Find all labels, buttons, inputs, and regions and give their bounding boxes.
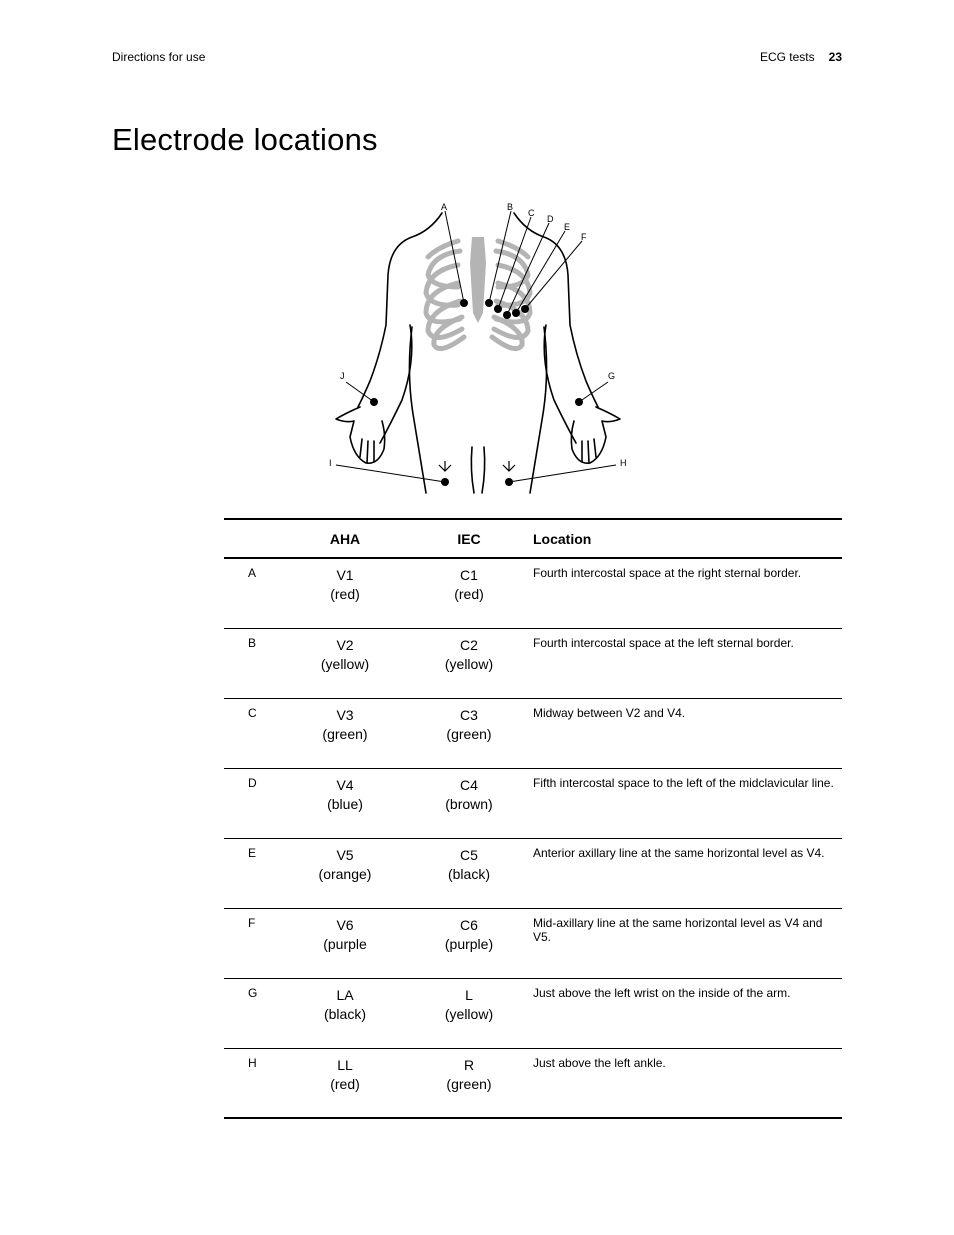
iec-code: C4 xyxy=(460,776,478,793)
aha-color: (yellow) xyxy=(320,655,370,672)
electrode-table xyxy=(224,518,842,1119)
table-row xyxy=(224,768,842,838)
aha-cell xyxy=(282,558,408,628)
body-illustration xyxy=(320,195,640,500)
table-row xyxy=(224,838,842,908)
iec-code: R xyxy=(463,1056,475,1073)
iec-cell xyxy=(408,768,530,838)
page-title: Electrode locations xyxy=(112,122,378,157)
iec-cell xyxy=(408,838,530,908)
aha-code: V6 xyxy=(336,916,354,933)
aha-code: V1 xyxy=(336,567,354,583)
aha-color: (red) xyxy=(330,586,360,602)
aha-cell xyxy=(282,978,408,1048)
location-description: Fourth intercostal space at the left sternal border. xyxy=(530,628,842,698)
iec-cell xyxy=(408,558,530,628)
electrode-dot-i xyxy=(441,478,449,486)
arrow-down-icon xyxy=(503,461,515,471)
iec-color: (green) xyxy=(446,725,492,742)
diagram-label-e: E xyxy=(564,222,571,232)
iec-color: (green) xyxy=(446,1075,492,1092)
electrode-dot-c xyxy=(494,305,502,313)
electrode-dot-e xyxy=(512,309,520,317)
iec-color: (yellow) xyxy=(444,655,494,672)
table-row xyxy=(224,698,842,768)
aha-cell xyxy=(282,1048,408,1118)
page-number: 23 xyxy=(828,50,842,64)
table-header-row xyxy=(224,519,842,558)
electrode-dot-b xyxy=(485,299,493,307)
electrode-dot-g xyxy=(575,398,583,406)
iec-code: C1 xyxy=(460,567,478,583)
aha-cell xyxy=(282,768,408,838)
iec-color: (yellow) xyxy=(444,1005,494,1022)
location-description: Midway between V2 and V4. xyxy=(530,698,842,768)
iec-cell xyxy=(408,908,530,978)
table-row xyxy=(224,1048,842,1118)
electrode-dot-d xyxy=(503,311,511,319)
iec-color: (red) xyxy=(454,586,484,602)
iec-cell xyxy=(408,628,530,698)
diagram-label-j: J xyxy=(340,371,345,381)
iec-cell xyxy=(408,698,530,768)
aha-color: (red) xyxy=(330,1075,360,1092)
iec-color: (black) xyxy=(447,865,490,882)
iec-cell xyxy=(408,978,530,1048)
table-row xyxy=(224,628,842,698)
aha-code: LA xyxy=(336,986,354,1003)
table-row xyxy=(224,978,842,1048)
iec-code: C5 xyxy=(460,846,478,863)
section-name: ECG tests xyxy=(759,50,815,64)
diagram-label-f: F xyxy=(581,232,587,242)
aha-code: LL xyxy=(337,1056,353,1073)
diagram-label-d: D xyxy=(547,214,554,224)
iec-color: (purple) xyxy=(444,935,494,952)
row-id: G xyxy=(224,978,282,1048)
aha-cell xyxy=(282,698,408,768)
iec-cell xyxy=(408,1048,530,1118)
row-id: B xyxy=(224,628,282,698)
column-header-iec: IEC xyxy=(408,519,530,558)
location-description: Fourth intercostal space at the right sternal border. xyxy=(530,558,842,628)
electrode-diagram xyxy=(320,195,640,500)
location-description: Mid-axillary line at the same horizontal level as V4 and V5. xyxy=(530,908,842,978)
running-header-right xyxy=(760,50,842,64)
running-header-left: Directions for use xyxy=(112,50,206,64)
table-row xyxy=(224,558,842,628)
aha-color: (green) xyxy=(322,725,368,742)
aha-color: (blue) xyxy=(327,795,363,812)
iec-code: C2 xyxy=(460,636,478,653)
electrode-dot-f xyxy=(521,305,529,313)
electrode-dot-j xyxy=(370,398,378,406)
iec-code: C6 xyxy=(460,916,478,933)
diagram-label-h: H xyxy=(620,458,627,468)
row-id: E xyxy=(224,838,282,908)
location-description: Just above the left ankle. xyxy=(530,1048,842,1118)
location-description: Fifth intercostal space to the left of the midclavicular line. xyxy=(530,768,842,838)
diagram-label-i: I xyxy=(329,458,332,468)
aha-code: V2 xyxy=(336,636,354,653)
aha-code: V5 xyxy=(336,846,354,863)
aha-cell xyxy=(282,628,408,698)
electrode-dot-a xyxy=(460,299,468,307)
arrow-down-icon xyxy=(439,461,451,471)
iec-color: (brown) xyxy=(445,795,493,812)
column-header-id xyxy=(224,519,282,558)
iec-code: C3 xyxy=(460,706,478,723)
location-description: Just above the left wrist on the inside of the arm. xyxy=(530,978,842,1048)
iec-code: L xyxy=(465,986,473,1003)
diagram-label-a: A xyxy=(441,202,448,212)
table-row xyxy=(224,908,842,978)
aha-color: (purple xyxy=(323,935,367,952)
aha-cell xyxy=(282,908,408,978)
aha-code: V4 xyxy=(336,776,354,793)
row-id: C xyxy=(224,698,282,768)
diagram-label-b: B xyxy=(507,202,514,212)
aha-color: (orange) xyxy=(318,865,372,882)
aha-code: V3 xyxy=(336,706,354,723)
location-description: Anterior axillary line at the same horizontal level as V4. xyxy=(530,838,842,908)
aha-cell xyxy=(282,838,408,908)
row-id: A xyxy=(224,558,282,628)
diagram-label-g: G xyxy=(608,371,616,381)
row-id: D xyxy=(224,768,282,838)
diagram-label-c: C xyxy=(528,208,535,218)
sternum-illustration xyxy=(470,237,486,323)
column-header-location: Location xyxy=(530,519,842,558)
electrode-dot-h xyxy=(505,478,513,486)
row-id: H xyxy=(224,1048,282,1118)
aha-color: (black) xyxy=(323,1005,366,1022)
row-id: F xyxy=(224,908,282,978)
column-header-aha: AHA xyxy=(282,519,408,558)
